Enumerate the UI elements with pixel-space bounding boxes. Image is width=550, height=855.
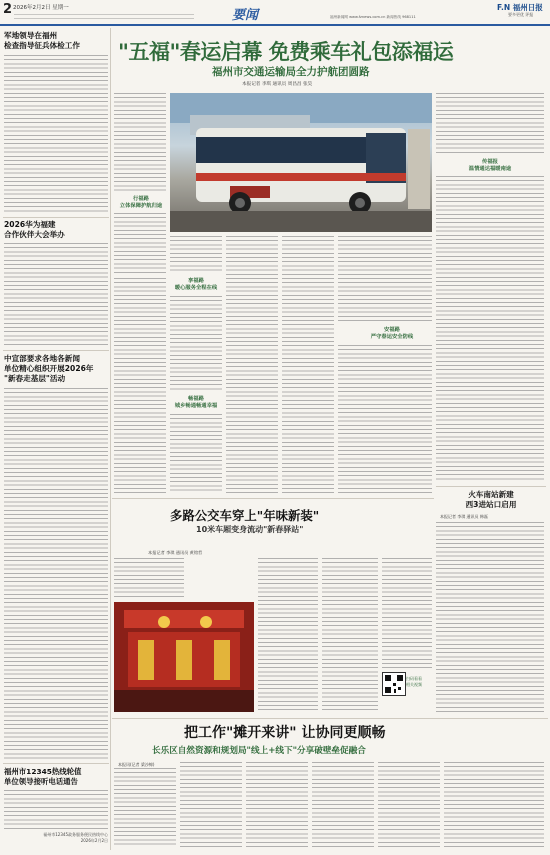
lead-photo-bus [170, 93, 432, 232]
date-line: 2026年2月2日 星期一 [13, 5, 69, 11]
info-line: 福州新闻网 www.fznews.com.cn 新闻热线 968111 [330, 15, 416, 19]
left-column-divider [110, 28, 111, 850]
bottom-text-col3 [246, 762, 308, 848]
lead-text-col1b [114, 213, 166, 273]
bus-text-col1 [114, 558, 184, 598]
qr-code[interactable] [382, 672, 406, 696]
story3-title: 中宣部要求各地各新闻 单位精心组织开展2026年 "新春走基层"活动 [4, 354, 94, 383]
bus-text-col3 [322, 558, 378, 712]
story1-text [4, 55, 108, 213]
bottom-text-col4 [312, 762, 374, 848]
story3-text [4, 388, 108, 760]
lead-text-col2c [170, 414, 222, 494]
lead-text-col1 [114, 93, 166, 193]
bottom-text-col1 [114, 768, 176, 848]
lead-subheadline: 福州市交通运输局全力护航团圆路 [212, 66, 370, 78]
story4-footer: 福州市12345政务服务便民热线中心 2026年2月2日 [43, 832, 108, 843]
bus-text-col4 [382, 558, 432, 670]
bottom-text-col6 [444, 762, 544, 848]
bottom-byline: 本报讯(记者 梁沙鲸) [118, 762, 155, 767]
story4-title: 福州市12345热线轮值 单位领导接听电话通告 [4, 767, 82, 786]
bus-byline: 本报记者 李琪 通讯员 黄镕哲 [148, 550, 203, 555]
bottom-text-col2 [180, 762, 242, 848]
lead-text-col5b [338, 345, 432, 494]
bottom-headline: 把工作"摊开来讲" 让协同更顺畅 [184, 725, 386, 741]
bus-photo-drawing [170, 93, 432, 232]
lead-text-right [436, 93, 544, 155]
story2-title: 2026华为福建 合作伙伴大会举办 [4, 220, 65, 239]
story1-title: 军地领导在福州 检查指导征兵体检工作 [4, 31, 80, 50]
station-byline: 本报记者 李琪 通讯员 韩磊 [440, 514, 488, 519]
bus-text-col2 [258, 558, 318, 712]
lead-subhead-2: 享福路 暖心服务全程在线 [174, 278, 218, 292]
lead-subhead-3: 畅福路 城乡畅通畅通幸福 [174, 396, 218, 410]
masthead-rule [0, 24, 550, 26]
divider [3, 350, 109, 351]
lead-text-col1c [114, 278, 166, 494]
divider [112, 498, 434, 499]
divider [3, 217, 109, 218]
lead-text-col2 [170, 236, 222, 272]
lead-byline: 本报记者 李琪 通讯员 周昌昌 张昊 [242, 82, 313, 87]
masthead [0, 0, 550, 26]
lead-text-col2b [170, 296, 222, 392]
divider [3, 763, 109, 764]
bus-headline: 多路公交车穿上"年味新装" [170, 508, 320, 523]
lead-headline: "五福"春运启幕 免费乘车礼包添福运 [118, 40, 454, 64]
story4-text [4, 790, 108, 830]
station-text [436, 522, 544, 712]
lead-text-col3 [226, 236, 278, 494]
contact-info [14, 14, 194, 19]
divider [112, 718, 548, 719]
sub-brand: 要多更优 评报 [508, 12, 534, 17]
lead-text-right2 [436, 176, 544, 481]
story2-text [4, 243, 108, 346]
bus-photo-interior [114, 602, 254, 712]
bus-subheadline: 10米车厢变身流动"新春驿站" [196, 525, 304, 534]
qr-code-icon [383, 673, 405, 695]
brand-logo: F.N 福州日报 [497, 3, 543, 12]
lead-text-col5 [338, 236, 432, 324]
lead-text-col4 [282, 236, 334, 494]
station-headline: 火车南站新建 西3进站口启用 [465, 490, 517, 509]
lead-subhead-4: 传福报 温情通达福暖南途 [468, 159, 512, 173]
interior-photo-drawing [114, 602, 254, 712]
page-number: 2 [3, 2, 13, 17]
section-title: 要闻 [232, 8, 259, 23]
divider [436, 486, 546, 487]
lead-subhead-5: 安福路 严守春运安全防线 [370, 327, 414, 341]
bottom-subheadline: 长乐区自然资源和规划局"线上+线下"分享破壁垒促融合 [152, 746, 366, 756]
bottom-text-col5 [378, 762, 440, 848]
qr-caption: 扫码看看 相关视频 [406, 676, 422, 687]
lead-subhead-1: 行福路 立体保障护航归途 [119, 196, 163, 210]
